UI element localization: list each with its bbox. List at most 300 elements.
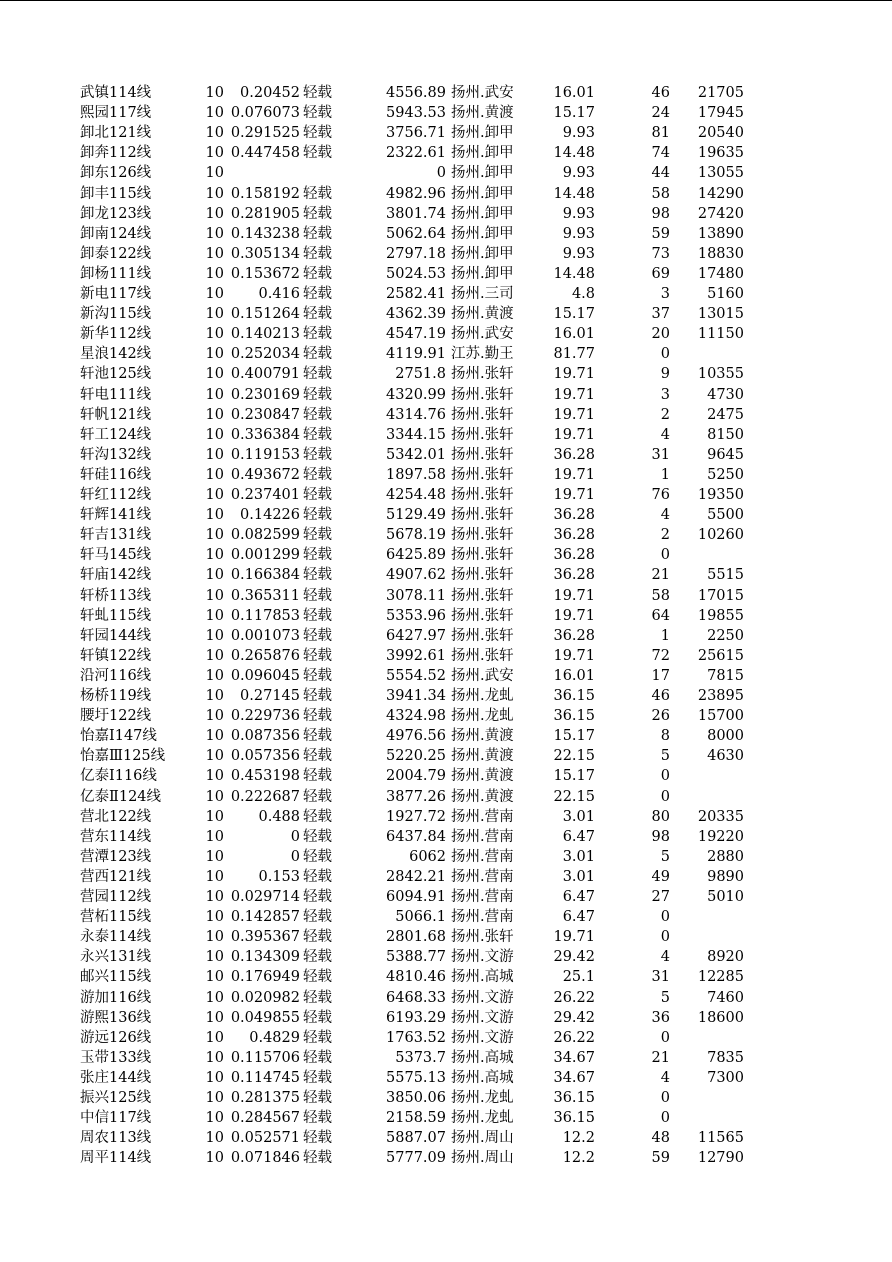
margin-cell: 6062 (409, 848, 446, 865)
margin-cell: 2158.59 (386, 1110, 446, 1127)
table-row (0, 907, 892, 927)
voltage-cell: 10 (205, 949, 224, 966)
capacity-cell (670, 927, 744, 947)
load-status-cell: 轻载 (303, 346, 332, 363)
load-status-cell: 轻载 (303, 587, 332, 604)
substation-cell: 扬州.龙虬 (451, 1090, 514, 1106)
substation-cell: 扬州.张轩 (451, 587, 514, 604)
voltage-cell: 10 (205, 547, 224, 564)
value-cell: 36.28 (553, 507, 595, 524)
load-ratio-cell: 0.281905 (230, 205, 300, 222)
count-cell: 59 (651, 1150, 670, 1167)
margin-cell: 6094.91 (386, 889, 446, 905)
load-ratio-cell: 0.365311 (230, 587, 300, 604)
substation-cell: 扬州.武安 (451, 326, 514, 343)
value-cell: 16.01 (553, 667, 595, 684)
voltage-cell: 10 (205, 969, 224, 986)
load-ratio-cell: 0.493672 (230, 466, 300, 483)
count-cell: 27 (651, 889, 670, 905)
table-row (0, 405, 892, 425)
count-cell: 0 (660, 547, 670, 564)
substation-cell: 扬州.营南 (451, 828, 514, 845)
load-ratio-cell: 0.4829 (249, 1029, 300, 1046)
table-row (0, 83, 892, 103)
substation-cell: 扬州.卸甲 (451, 245, 514, 262)
top-border (0, 0, 892, 1)
line-name-cell: 轩工124线 (80, 426, 152, 443)
value-cell: 19.71 (553, 647, 595, 664)
margin-cell: 5678.19 (386, 527, 446, 544)
line-name-cell: 轩桥113线 (80, 587, 152, 604)
voltage-cell: 10 (205, 868, 224, 885)
capacity-cell: 25615 (697, 647, 744, 664)
table-row (0, 1148, 892, 1168)
margin-cell: 4314.76 (386, 406, 446, 423)
table-row (0, 163, 892, 183)
count-cell: 8 (660, 728, 670, 745)
substation-cell: 扬州.卸甲 (451, 205, 514, 222)
capacity-cell (670, 344, 744, 364)
count-cell: 72 (651, 647, 670, 664)
value-cell: 34.67 (553, 1049, 595, 1066)
voltage-cell: 10 (205, 105, 224, 122)
table-row (0, 626, 892, 646)
load-status-cell: 轻载 (303, 426, 332, 443)
voltage-cell: 10 (205, 245, 224, 262)
line-name-cell: 杨桥119线 (80, 688, 152, 704)
margin-cell: 5373.7 (395, 1049, 446, 1066)
substation-cell: 扬州.营南 (451, 889, 514, 905)
voltage-cell: 10 (205, 1009, 224, 1026)
substation-cell: 扬州.卸甲 (451, 125, 514, 142)
substation-cell: 扬州.龙虬 (451, 708, 514, 725)
load-status-cell: 轻载 (303, 1130, 332, 1147)
capacity-cell: 13890 (697, 225, 744, 242)
margin-cell: 4810.46 (386, 969, 446, 986)
substation-cell: 扬州.黄渡 (451, 788, 514, 805)
load-status-cell: 轻载 (303, 828, 332, 845)
table-row (0, 887, 892, 907)
substation-cell: 扬州.营南 (451, 868, 514, 885)
capacity-cell: 7835 (707, 1049, 744, 1066)
load-status-cell: 轻载 (303, 205, 332, 222)
voltage-cell: 10 (205, 1049, 224, 1066)
substation-cell: 扬州.黄渡 (451, 728, 514, 745)
load-ratio-cell: 0.336384 (230, 426, 300, 443)
margin-cell: 1897.58 (386, 466, 446, 483)
load-ratio-cell: 0.151264 (230, 306, 300, 323)
line-name-cell: 熙园117线 (80, 105, 152, 122)
table-row (0, 264, 892, 284)
count-cell: 21 (651, 1049, 670, 1066)
line-name-cell: 卸丰115线 (80, 185, 152, 202)
line-name-cell: 卸奔112线 (80, 145, 152, 162)
substation-cell: 扬州.张轩 (451, 607, 514, 624)
capacity-cell: 23895 (697, 688, 744, 704)
capacity-cell: 8000 (707, 728, 744, 745)
margin-cell: 6468.33 (386, 989, 446, 1006)
voltage-cell: 10 (205, 989, 224, 1006)
load-status-cell: 轻载 (303, 667, 332, 684)
margin-cell: 3941.34 (386, 688, 446, 704)
margin-cell: 2322.61 (386, 145, 446, 162)
load-ratio-cell: 0.222687 (230, 788, 300, 805)
table-row (0, 967, 892, 987)
voltage-cell: 10 (205, 808, 224, 825)
voltage-cell: 10 (205, 708, 224, 725)
capacity-cell: 8920 (707, 949, 744, 966)
value-cell: 19.71 (553, 607, 595, 624)
voltage-cell: 10 (205, 85, 224, 101)
margin-cell: 5129.49 (386, 507, 446, 524)
table-row (0, 726, 892, 746)
value-cell: 4.8 (571, 286, 595, 302)
count-cell: 0 (660, 1029, 670, 1046)
capacity-cell: 19855 (697, 607, 744, 624)
table-row (0, 927, 892, 947)
line-name-cell: 腰圩122线 (80, 708, 152, 725)
count-cell: 49 (651, 868, 670, 885)
substation-cell: 扬州.三司 (451, 286, 514, 302)
count-cell: 1 (660, 466, 670, 483)
capacity-cell: 17480 (697, 265, 744, 282)
line-name-cell: 新沟115线 (80, 306, 152, 323)
capacity-cell: 17015 (697, 587, 744, 604)
table-row (0, 525, 892, 545)
line-name-cell: 游熙136线 (80, 1009, 152, 1026)
line-name-cell: 怡嘉Ⅰ147线 (80, 728, 157, 745)
count-cell: 5 (660, 989, 670, 1006)
load-status-cell: 轻载 (303, 909, 332, 926)
value-cell: 16.01 (553, 85, 595, 101)
margin-cell: 4547.19 (386, 326, 446, 343)
margin-cell: 2582.41 (386, 286, 446, 302)
value-cell: 19.71 (553, 929, 595, 946)
substation-cell: 扬州.张轩 (451, 547, 514, 564)
voltage-cell: 10 (205, 848, 224, 865)
load-ratio-cell: 0.052571 (230, 1130, 300, 1147)
count-cell: 46 (651, 688, 670, 704)
substation-cell: 扬州.黄渡 (451, 768, 514, 785)
substation-cell: 扬州.营南 (451, 808, 514, 825)
margin-cell: 6193.29 (386, 1009, 446, 1026)
voltage-cell: 10 (205, 627, 224, 644)
value-cell: 36.15 (553, 688, 595, 704)
capacity-cell: 13015 (697, 306, 744, 323)
value-cell: 36.28 (553, 627, 595, 644)
capacity-cell: 18600 (697, 1009, 744, 1026)
table-row (0, 867, 892, 887)
table-row (0, 204, 892, 224)
value-cell: 9.93 (562, 205, 595, 222)
load-status-cell: 轻载 (303, 1049, 332, 1066)
voltage-cell: 10 (205, 587, 224, 604)
capacity-cell: 13055 (697, 165, 744, 182)
margin-cell: 4982.96 (386, 185, 446, 202)
voltage-cell: 10 (205, 889, 224, 905)
margin-cell: 4362.39 (386, 306, 446, 323)
table-row (0, 787, 892, 807)
table-row (0, 847, 892, 867)
load-status-cell: 轻载 (303, 245, 332, 262)
count-cell: 20 (651, 326, 670, 343)
capacity-cell: 19635 (697, 145, 744, 162)
voltage-cell: 10 (205, 225, 224, 242)
voltage-cell: 10 (205, 527, 224, 544)
margin-cell: 1927.72 (386, 808, 446, 825)
value-cell: 14.48 (553, 145, 595, 162)
value-cell: 36.28 (553, 527, 595, 544)
line-name-cell: 轩红112线 (80, 487, 152, 503)
load-ratio-cell: 0.143238 (230, 225, 300, 242)
value-cell: 26.22 (553, 1029, 595, 1046)
capacity-cell: 10355 (697, 366, 744, 383)
load-status-cell: 轻载 (303, 1029, 332, 1046)
value-cell: 9.93 (562, 245, 595, 262)
load-ratio-cell: 0.115706 (230, 1049, 300, 1066)
voltage-cell: 10 (205, 265, 224, 282)
margin-cell: 5024.53 (386, 265, 446, 282)
voltage-cell: 10 (205, 185, 224, 202)
value-cell: 19.71 (553, 366, 595, 383)
load-status-cell: 轻载 (303, 386, 332, 403)
count-cell: 64 (651, 607, 670, 624)
table-row (0, 1108, 892, 1128)
substation-cell: 扬州.张轩 (451, 929, 514, 946)
line-name-cell: 轩辉141线 (80, 507, 152, 524)
substation-cell: 扬州.龙虬 (451, 1110, 514, 1127)
line-name-cell: 轩虬115线 (80, 607, 152, 624)
substation-cell: 扬州.张轩 (451, 366, 514, 383)
load-ratio-cell: 0.001299 (230, 547, 300, 564)
line-name-cell: 周平114线 (80, 1150, 152, 1167)
table-row (0, 304, 892, 324)
margin-cell: 3756.71 (386, 125, 446, 142)
margin-cell: 5943.53 (386, 105, 446, 122)
voltage-cell: 10 (205, 366, 224, 383)
value-cell: 19.71 (553, 487, 595, 503)
count-cell: 48 (651, 1130, 670, 1147)
value-cell: 22.15 (553, 748, 595, 765)
value-cell: 19.71 (553, 426, 595, 443)
load-ratio-cell (224, 163, 300, 183)
load-status-cell: 轻载 (303, 306, 332, 323)
value-cell: 9.93 (562, 125, 595, 142)
margin-cell: 4907.62 (386, 567, 446, 584)
load-status-cell: 轻载 (303, 567, 332, 584)
margin-cell: 2842.21 (386, 868, 446, 885)
line-name-cell: 新电117线 (80, 286, 152, 302)
count-cell: 81 (651, 125, 670, 142)
capacity-cell: 27420 (697, 205, 744, 222)
value-cell: 16.01 (553, 326, 595, 343)
value-cell: 19.71 (553, 386, 595, 403)
line-name-cell: 卸龙123线 (80, 205, 152, 222)
margin-cell: 4254.48 (386, 487, 446, 503)
load-ratio-cell: 0.153 (258, 868, 300, 885)
load-ratio-cell: 0.076073 (230, 105, 300, 122)
table-row (0, 606, 892, 626)
capacity-cell: 4630 (707, 748, 744, 765)
voltage-cell: 10 (205, 1069, 224, 1086)
capacity-cell (670, 1088, 744, 1108)
line-name-cell: 亿泰Ⅱ124线 (80, 788, 162, 805)
line-name-cell: 卸杨111线 (80, 265, 152, 282)
load-status-cell: 轻载 (303, 1009, 332, 1026)
voltage-cell: 10 (205, 386, 224, 403)
load-ratio-cell: 0.395367 (230, 929, 300, 946)
capacity-cell: 15700 (697, 708, 744, 725)
load-status-cell: 轻载 (303, 466, 332, 483)
substation-cell: 扬州.张轩 (451, 426, 514, 443)
substation-cell: 扬州.营南 (451, 909, 514, 926)
substation-cell: 扬州.黄渡 (451, 306, 514, 323)
substation-cell: 扬州.张轩 (451, 647, 514, 664)
line-name-cell: 怡嘉Ⅲ125线 (80, 748, 166, 765)
table-row (0, 425, 892, 445)
count-cell: 31 (651, 969, 670, 986)
capacity-cell: 5010 (707, 889, 744, 905)
load-status-cell: 轻载 (303, 446, 332, 463)
voltage-cell: 10 (205, 426, 224, 443)
load-status-cell: 轻载 (303, 808, 332, 825)
table-row (0, 485, 892, 505)
capacity-cell: 12790 (697, 1150, 744, 1167)
margin-cell: 4119.91 (386, 346, 446, 363)
capacity-cell: 18830 (697, 245, 744, 262)
count-cell: 5 (660, 848, 670, 865)
voltage-cell: 10 (205, 688, 224, 704)
substation-cell: 扬州.黄渡 (451, 748, 514, 765)
value-cell: 15.17 (553, 728, 595, 745)
margin-cell: 5388.77 (386, 949, 446, 966)
load-ratio-cell: 0.291525 (230, 125, 300, 142)
load-status-cell: 轻载 (303, 728, 332, 745)
count-cell: 80 (651, 808, 670, 825)
substation-cell: 扬州.营南 (451, 848, 514, 865)
count-cell: 4 (660, 1069, 670, 1086)
substation-cell: 扬州.高城 (451, 1049, 514, 1066)
margin-cell: 4556.89 (386, 85, 446, 101)
table-row (0, 827, 892, 847)
load-status-cell: 轻载 (303, 286, 332, 302)
load-status-cell: 轻载 (303, 1090, 332, 1106)
table-row (0, 344, 892, 364)
line-name-cell: 星浪142线 (80, 346, 152, 363)
line-name-cell: 轩马145线 (80, 547, 152, 564)
count-cell: 0 (660, 909, 670, 926)
voltage-cell: 10 (205, 165, 224, 182)
load-ratio-cell: 0.119153 (230, 446, 300, 463)
margin-cell: 4320.99 (386, 386, 446, 403)
line-name-cell: 营北122线 (80, 808, 152, 825)
load-status-cell: 轻载 (303, 105, 332, 122)
load-ratio-cell: 0.176949 (230, 969, 300, 986)
table-row (0, 465, 892, 485)
voltage-cell: 10 (205, 1029, 224, 1046)
voltage-cell: 10 (205, 306, 224, 323)
load-status-cell: 轻载 (303, 989, 332, 1006)
margin-cell: 2797.18 (386, 245, 446, 262)
capacity-cell: 4730 (707, 386, 744, 403)
load-ratio-cell: 0.029714 (230, 889, 300, 905)
load-ratio-cell: 0 (290, 828, 300, 845)
value-cell: 22.15 (553, 788, 595, 805)
margin-cell: 5066.1 (395, 909, 446, 926)
value-cell: 15.17 (553, 768, 595, 785)
count-cell: 17 (651, 667, 670, 684)
voltage-cell: 10 (205, 647, 224, 664)
margin-cell: 6437.84 (386, 828, 446, 845)
load-ratio-cell: 0.230847 (230, 406, 300, 423)
margin-cell: 2801.68 (386, 929, 446, 946)
table-row (0, 1068, 892, 1088)
count-cell: 4 (660, 507, 670, 524)
count-cell: 4 (660, 426, 670, 443)
substation-cell: 扬州.周山 (451, 1150, 514, 1167)
count-cell: 2 (660, 527, 670, 544)
load-ratio-cell: 0.230169 (230, 386, 300, 403)
line-name-cell: 亿泰Ⅰ116线 (80, 768, 157, 785)
table-row (0, 284, 892, 304)
voltage-cell: 10 (205, 929, 224, 946)
substation-cell: 扬州.周山 (451, 1130, 514, 1147)
load-status-cell: 轻载 (303, 1069, 332, 1086)
voltage-cell: 10 (205, 346, 224, 363)
count-cell: 24 (651, 105, 670, 122)
load-ratio-cell: 0.14226 (240, 507, 300, 524)
value-cell: 25.1 (562, 969, 595, 986)
margin-cell: 0 (436, 165, 446, 182)
voltage-cell: 10 (205, 728, 224, 745)
value-cell: 9.93 (562, 225, 595, 242)
line-name-cell: 卸南124线 (80, 225, 152, 242)
load-status-cell: 轻载 (303, 145, 332, 162)
margin-cell: 3877.26 (386, 788, 446, 805)
line-name-cell: 中信117线 (80, 1110, 152, 1127)
load-ratio-cell: 0.087356 (230, 728, 300, 745)
count-cell: 0 (660, 1110, 670, 1127)
count-cell: 1 (660, 627, 670, 644)
capacity-cell (670, 1028, 744, 1048)
load-ratio-cell: 0.166384 (230, 567, 300, 584)
load-status-cell: 轻载 (303, 225, 332, 242)
load-status-cell: 轻载 (303, 1110, 332, 1127)
load-status-cell: 轻载 (303, 487, 332, 503)
margin-cell: 5062.64 (386, 225, 446, 242)
load-ratio-cell: 0.142857 (230, 909, 300, 926)
load-status-cell: 轻载 (303, 85, 332, 101)
voltage-cell: 10 (205, 145, 224, 162)
load-status-cell: 轻载 (303, 125, 332, 142)
count-cell: 76 (651, 487, 670, 503)
value-cell: 36.28 (553, 446, 595, 463)
count-cell: 58 (651, 587, 670, 604)
value-cell: 36.15 (553, 708, 595, 725)
capacity-cell: 19220 (697, 828, 744, 845)
count-cell: 58 (651, 185, 670, 202)
substation-cell: 扬州.张轩 (451, 567, 514, 584)
capacity-cell: 10260 (697, 527, 744, 544)
load-ratio-cell: 0.281375 (230, 1090, 300, 1106)
value-cell: 36.28 (553, 547, 595, 564)
count-cell: 21 (651, 567, 670, 584)
table-row (0, 1048, 892, 1068)
load-status-cell: 轻载 (303, 647, 332, 664)
capacity-cell: 20335 (697, 808, 744, 825)
table-row (0, 807, 892, 827)
capacity-cell (670, 766, 744, 786)
